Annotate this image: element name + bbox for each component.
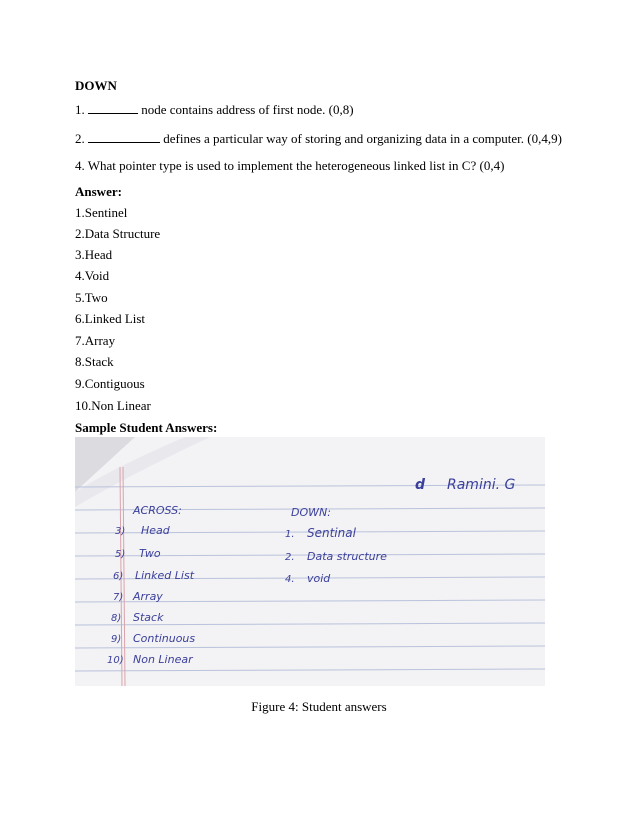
svg-text:9): 9) — [111, 634, 122, 645]
question-number: 1. — [75, 102, 85, 117]
answer-blank — [88, 102, 138, 114]
answer-heading: Answer: — [75, 184, 122, 199]
svg-text:Head: Head — [141, 524, 170, 537]
answer-item: 6.Linked List — [75, 311, 146, 326]
svg-text:1.: 1. — [285, 529, 295, 540]
question-4 — [75, 158, 504, 174]
section-title: DOWN — [75, 78, 117, 93]
svg-text:Sentinal: Sentinal — [307, 526, 356, 540]
svg-text:Non Linear: Non Linear — [133, 653, 193, 666]
svg-text:d: d — [415, 477, 426, 493]
svg-text:Array: Array — [133, 590, 163, 603]
answer-item: 9.Contiguous — [75, 376, 145, 391]
svg-text:2.: 2. — [285, 552, 295, 563]
answer-item: 4.Void — [75, 268, 110, 283]
svg-text:6): 6) — [113, 571, 124, 582]
svg-text:Data structure: Data structure — [307, 550, 387, 563]
svg-text:Two: Two — [139, 547, 161, 560]
svg-text:void: void — [307, 572, 331, 585]
answer-item: 7.Array — [75, 333, 116, 348]
answer-item: 5.Two — [75, 290, 108, 305]
answer-item: 3.Head — [75, 247, 113, 262]
svg-text:5): 5) — [115, 549, 126, 560]
answer-blank — [88, 131, 160, 143]
figure-caption: Figure 4: Student answers — [251, 699, 387, 714]
svg-text:7): 7) — [113, 592, 124, 603]
svg-text:Continuous: Continuous — [133, 632, 196, 645]
svg-text:4.: 4. — [285, 574, 295, 585]
svg-text:Linked List: Linked List — [135, 569, 195, 582]
answer-item: 1.Sentinel — [75, 205, 128, 220]
question-text: node contains address of first node. (0,8) — [138, 102, 354, 117]
svg-text:Ramini. G: Ramini. G — [447, 477, 516, 493]
across-title: ACROSS: — [133, 504, 182, 517]
answer-item: 2.Data Structure — [75, 226, 161, 241]
question-text: What pointer type is used to implement the heterogeneous linked list in C? (0,4) — [84, 158, 505, 173]
student-answer-photo — [75, 437, 545, 686]
answer-item: 10.Non Linear — [75, 398, 151, 413]
svg-text:3): 3) — [115, 526, 126, 537]
answer-item: 8.Stack — [75, 354, 114, 369]
down-title: DOWN: — [291, 506, 331, 519]
question-2 — [75, 131, 562, 147]
svg-text:10): 10) — [107, 655, 124, 666]
svg-text:Stack: Stack — [133, 611, 164, 624]
question-number: 2. — [75, 131, 85, 146]
svg-text:8): 8) — [111, 613, 122, 624]
sample-heading: Sample Student Answers: — [75, 420, 218, 435]
question-text: defines a particular way of storing and organizing data in a computer. (0,4,9) — [160, 131, 562, 146]
question-1 — [75, 102, 354, 118]
question-number: 4. — [75, 158, 85, 173]
